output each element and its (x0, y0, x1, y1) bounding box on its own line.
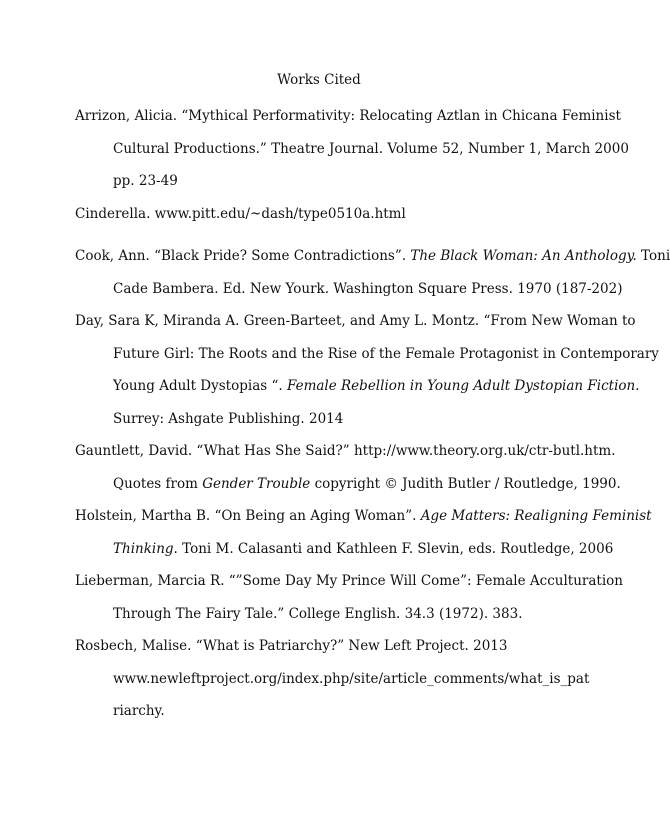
citation-line (75, 279, 623, 312)
citation-line (75, 604, 575, 637)
citation-text: Toni (636, 248, 670, 264)
citation-text: Surrey: Ashgate Publishing. 2014 (113, 410, 344, 427)
citation-line (75, 204, 575, 237)
citation-text: Cinderella. www.pitt.edu/~dash/type0510a.html (75, 205, 406, 222)
citation-line (75, 441, 616, 474)
citation-text: . Toni M. Calasanti and Kathleen F. Slevin, eds. Routledge, 2006 (173, 540, 614, 557)
citation-line (75, 106, 621, 139)
citation-text: Day, Sara K, Miranda A. Green-Barteet, and Amy L. Montz. “From New Woman to (75, 313, 636, 329)
works-cited-list (75, 106, 670, 734)
citation-text: Arrizon, Alicia. “Mythical Performativity: Relocating Aztlan in Chicana Feminist (75, 108, 621, 124)
citation-entry (75, 106, 629, 204)
citation-line (75, 669, 590, 702)
citation-line (75, 474, 621, 507)
citation-text: Lieberman, Marcia R. “”Some Day My Prince Will Come”: Female Acculturation (75, 573, 623, 589)
citation-title-italic: Thinking (113, 540, 174, 557)
citation-text: Gauntlett, David. “What Has She Said?” http://www.theory.org.uk/ctr-butl.htm. (75, 443, 616, 459)
citation-line (75, 506, 652, 539)
citation-title-italic: Female Rebellion in Young Adult Dystopian Fiction. (286, 378, 640, 394)
citation-line (75, 539, 614, 572)
citation-entry (75, 636, 590, 734)
citation-entry (75, 571, 623, 636)
citation-title-italic: Gender Trouble (202, 475, 311, 492)
citation-entry (75, 311, 659, 441)
citation-text: copyright © Judith Butler / Routledge, 1990. (310, 475, 621, 492)
citation-entry (75, 204, 575, 237)
citation-line (75, 344, 659, 377)
citation-line (75, 311, 636, 344)
citation-text: Cook, Ann. “Black Pride? Some Contradictions”. (75, 248, 411, 264)
citation-entry (75, 506, 652, 571)
citation-text: Quotes from (113, 475, 203, 492)
citation-entry (75, 246, 670, 311)
citation-text: Through The Fairy Tale.” College English. 34.3 (1972). 383. (113, 605, 523, 622)
citation-text: Rosbech, Malise. “What is Patriarchy?” New Left Project. 2013 (75, 638, 508, 654)
citation-line (75, 376, 640, 409)
citation-title-italic: Age Matters: Realigning Feminist (420, 508, 652, 524)
page-title: Works Cited (277, 72, 361, 88)
citation-line (75, 571, 623, 604)
citation-text: Cade Bambera. Ed. New Yourk. Washington Square Press. 1970 (187-202) (113, 280, 623, 297)
citation-text: pp. 23-49 (113, 173, 178, 189)
citation-text: Holstein, Martha B. “On Being an Aging Woman”. (75, 508, 421, 524)
citation-text: Young Adult Dystopias “. (113, 378, 287, 394)
citation-line (75, 246, 670, 279)
citation-text: www.newleftproject.org/index.php/site/article_comments/what_is_pat (113, 670, 590, 687)
citation-title-italic: The Black Woman: An Anthology. (410, 248, 637, 264)
citation-line (75, 409, 575, 442)
citation-text: riarchy. (113, 703, 165, 719)
citation-text: Future Girl: The Roots and the Rise of the Female Protagonist in Contemporary (113, 345, 659, 362)
citation-line (75, 636, 575, 669)
citation-line (75, 139, 629, 172)
citation-line (75, 171, 575, 204)
citation-text: Cultural Productions.” Theatre Journal. Volume 52, Number 1, March 2000 (113, 140, 629, 157)
citation-line (75, 701, 575, 734)
citation-entry (75, 441, 621, 506)
